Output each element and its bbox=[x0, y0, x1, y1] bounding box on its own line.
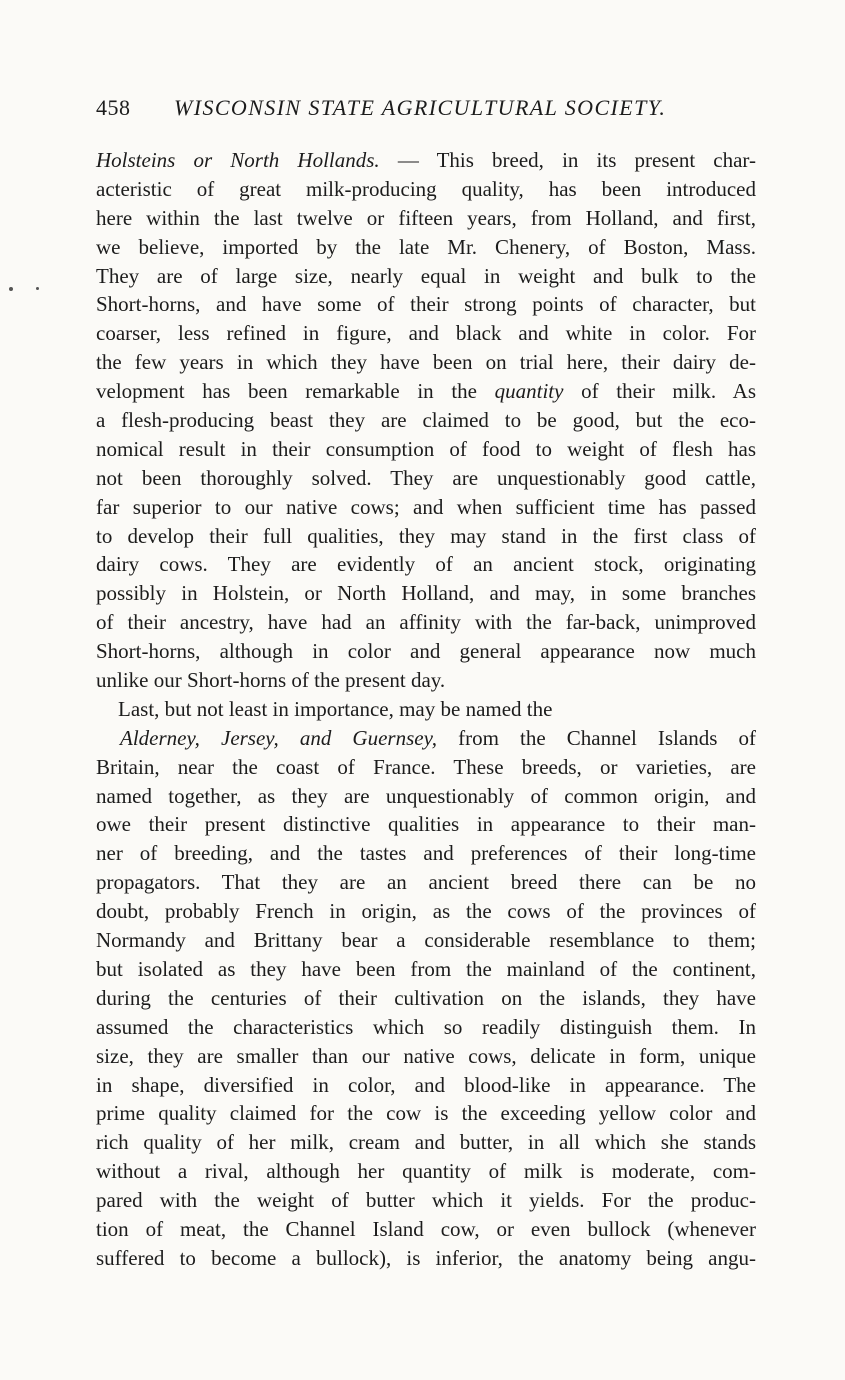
text-segment: here within the last twelve or fifteen years, from Holland, and first, bbox=[96, 205, 756, 230]
text-segment: propagators. That they are an ancient breed there can be no bbox=[96, 870, 756, 895]
text-segment: acteristic of great milk-producing quality, has been introduced bbox=[96, 176, 756, 201]
text-line bbox=[96, 1215, 756, 1244]
text-segment: suffered to become a bullock), is inferior, the anatomy being angu- bbox=[96, 1245, 756, 1270]
italic-text: Alderney, Jersey, and Guernsey, bbox=[120, 725, 437, 750]
text-line bbox=[96, 233, 756, 262]
text-line bbox=[96, 435, 756, 464]
text-segment: during the centuries of their cultivation on the islands, they have bbox=[96, 985, 756, 1010]
text-segment: not been thoroughly solved. They are unquestionably good cattle, bbox=[96, 465, 756, 490]
text-segment: we believe, imported by the late Mr. Chenery, of Boston, Mass. bbox=[96, 234, 756, 259]
text-segment: tion of meat, the Channel Island cow, or even bullock (whenever bbox=[96, 1216, 756, 1241]
text-line bbox=[96, 550, 756, 579]
italic-text: Holsteins or North Hollands. bbox=[96, 148, 380, 172]
text-segment: nomical result in their consumption of food to weight of flesh has bbox=[96, 436, 756, 461]
text-segment: Short-horns, and have some of their strong points of character, but bbox=[96, 292, 756, 317]
text-line bbox=[96, 1013, 756, 1042]
text-segment: far superior to our native cows; and when sufficient time has passed bbox=[96, 494, 756, 519]
text-segment: Normandy and Brittany bear a considerable resemblance to them; bbox=[96, 928, 756, 953]
text-segment: — This breed, in its present char- bbox=[379, 148, 756, 172]
text-line bbox=[96, 782, 756, 811]
text-line bbox=[96, 695, 756, 724]
text-segment: Last, but not least in importance, may be named the bbox=[118, 696, 553, 721]
text-segment: of their milk. As bbox=[563, 379, 756, 404]
text-segment: in shape, diversified in color, and blood-like in appearance. The bbox=[96, 1072, 756, 1097]
text-line bbox=[96, 146, 756, 175]
text-segment: pared with the weight of butter which it yields. For the produc- bbox=[96, 1188, 756, 1213]
text-segment: to develop their full qualities, they may stand in the first class of bbox=[96, 523, 756, 548]
text-segment: doubt, probably French in origin, as the cows of the provinces of bbox=[96, 899, 756, 924]
text-line bbox=[96, 406, 756, 435]
text-segment: size, they are smaller than our native cows, delicate in form, unique bbox=[96, 1043, 756, 1068]
text-segment: from the Channel Islands of bbox=[437, 725, 756, 750]
text-line bbox=[96, 984, 756, 1013]
margin-mark bbox=[9, 287, 13, 291]
text-line bbox=[96, 868, 756, 897]
text-line bbox=[96, 810, 756, 839]
text-line bbox=[96, 579, 756, 608]
text-segment: possibly in Holstein, or North Holland, and may, in some branches bbox=[96, 581, 756, 606]
text-line bbox=[96, 724, 756, 753]
text-segment: assumed the characteristics which so readily distinguish them. In bbox=[96, 1014, 756, 1039]
page-number: 458 bbox=[96, 95, 131, 120]
text-line bbox=[96, 608, 756, 637]
text-line bbox=[96, 464, 756, 493]
text-line bbox=[96, 1244, 756, 1273]
text-line bbox=[96, 175, 756, 204]
text-segment: They are of large size, nearly equal in weight and bulk to the bbox=[96, 263, 756, 288]
text-line bbox=[96, 839, 756, 868]
text-segment: ner of breeding, and the tastes and preferences of their long-time bbox=[96, 841, 756, 866]
text-segment: unlike our Short-horns of the present day. bbox=[96, 668, 446, 693]
text-line bbox=[96, 666, 756, 695]
text-segment: Britain, near the coast of France. These breeds, or varieties, are bbox=[96, 754, 756, 779]
text-line bbox=[96, 1128, 756, 1157]
margin-mark bbox=[36, 287, 39, 290]
text-segment: rich quality of her milk, cream and butter, in all which she stands bbox=[96, 1130, 756, 1155]
text-segment: named together, as they are unquestionably of common origin, and bbox=[96, 783, 756, 808]
italic-text: quantity bbox=[494, 379, 564, 404]
text-line bbox=[96, 493, 756, 522]
text-segment: owe their present distinctive qualities in appearance to their man- bbox=[96, 812, 756, 837]
text-line bbox=[96, 1157, 756, 1186]
text-line bbox=[96, 1099, 756, 1128]
text-segment: prime quality claimed for the cow is the exceeding yellow color and bbox=[96, 1101, 756, 1126]
body-text bbox=[96, 146, 756, 1273]
text-segment: of their ancestry, have had an affinity with the far-back, unimproved bbox=[96, 610, 756, 635]
text-line bbox=[96, 262, 756, 291]
text-line bbox=[96, 955, 756, 984]
text-segment: Short-horns, although in color and general appearance now much bbox=[96, 639, 756, 664]
text-line bbox=[96, 1186, 756, 1215]
text-line bbox=[96, 522, 756, 551]
text-segment: without a rival, although her quantity of milk is moderate, com- bbox=[96, 1159, 756, 1184]
text-segment: but isolated as they have been from the mainland of the continent, bbox=[96, 956, 756, 981]
text-segment: velopment has been remarkable in the bbox=[96, 379, 495, 404]
text-line bbox=[96, 290, 756, 319]
text-segment: a flesh-producing beast they are claimed to be good, but the eco- bbox=[96, 408, 756, 433]
text-line bbox=[96, 1071, 756, 1100]
text-line bbox=[96, 1042, 756, 1071]
text-line bbox=[96, 753, 756, 782]
text-line bbox=[96, 637, 756, 666]
text-line bbox=[96, 897, 756, 926]
text-segment: coarser, less refined in figure, and black and white in color. For bbox=[96, 321, 756, 346]
text-line bbox=[96, 319, 756, 348]
running-title: WISCONSIN STATE AGRICULTURAL SOCIETY. bbox=[174, 95, 667, 120]
text-line bbox=[96, 204, 756, 233]
text-segment: dairy cows. They are evidently of an ancient stock, originating bbox=[96, 552, 756, 577]
text-line bbox=[96, 377, 756, 406]
text-segment: the few years in which they have been on trial here, their dairy de- bbox=[96, 350, 756, 375]
page-header bbox=[96, 92, 756, 124]
text-line bbox=[96, 348, 756, 377]
text-line bbox=[96, 926, 756, 955]
